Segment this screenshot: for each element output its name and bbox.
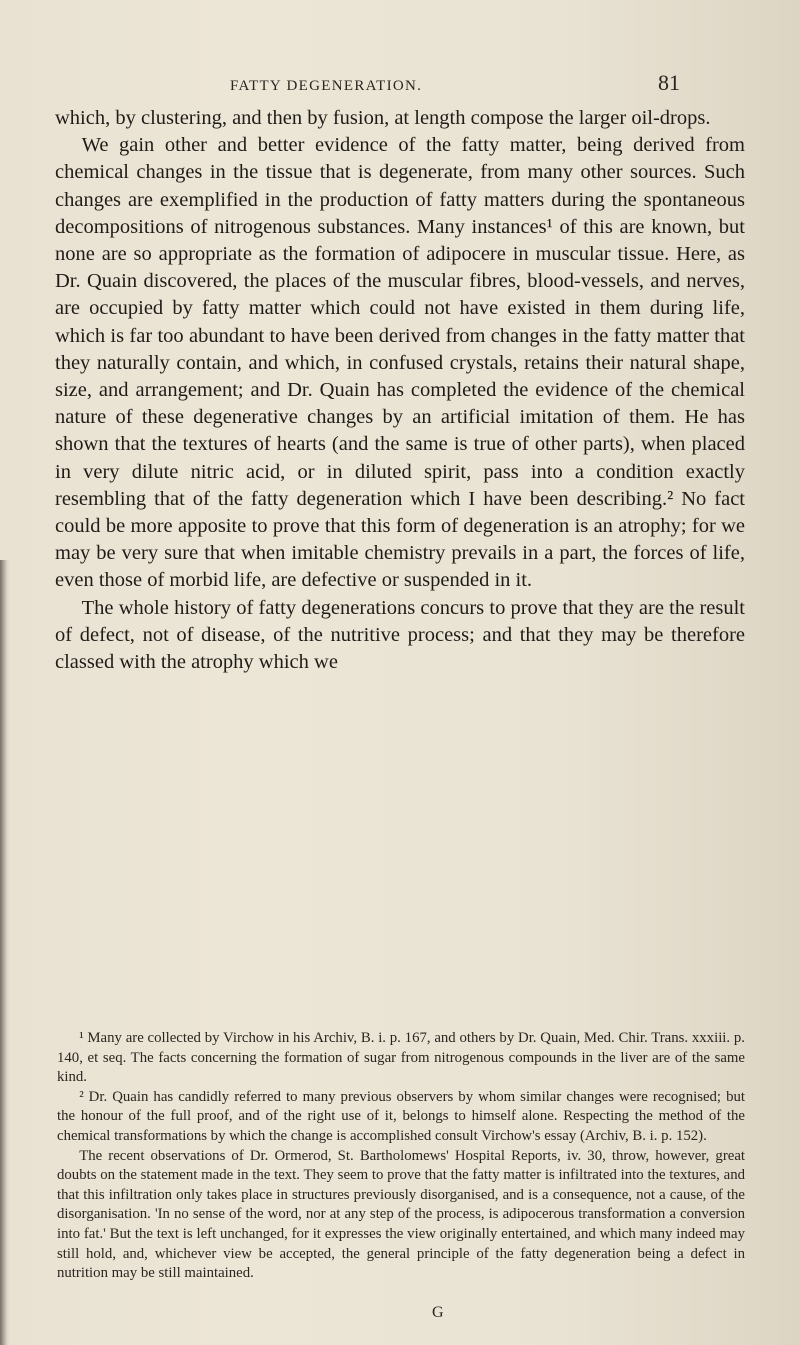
footnote-note: The recent observations of Dr. Ormerod, St. Bartholomews' Hospital Reports, iv. 30, throw, however, great doubts on the statement made in the text. They seem to prove that the fatty matter is infiltrated into the textures, and that this infiltration only takes place in structures previously disorganised, and is a consequence, not a cause, of the disorganisation. 'In no sense of the word, nor at any step of the process, is adipocerous transformation a conversion into fat.' But the text is left unchanged, for it expresses the view originally entertained, and which many indeed may still hold, and, whichever view be accepted, the general principle of the fatty degeneration being a defect in nutrition may be still maintained.: [57, 1147, 745, 1282]
paragraph-continuation: which, by clustering, and then by fusion, at length compose the larger oil-drops.: [55, 107, 711, 129]
footnote-2: ² Dr. Quain has candidly referred to many previous observers by whom similar changes were recognised; but the honour of the full proof, and of the right use of it, belongs to himself alone. Respecting the method of the chemical transformations by which the change is accomplished consult Virchow's essay (Archiv, B. i. p. 152).: [57, 1088, 745, 1144]
signature-mark: G: [432, 1304, 444, 1321]
page-number: 81: [658, 70, 680, 95]
page-header: [230, 70, 680, 100]
running-head: FATTY DEGENERATION.: [230, 78, 423, 94]
footnotes: [57, 1029, 745, 1284]
body-text: [55, 105, 745, 676]
footnote-1: ¹ Many are collected by Virchow in his Archiv, B. i. p. 167, and others by Dr. Quain, Med. Chir. Trans. xxxiii. p. 140, et seq. The facts concerning the formation of sugar from nitrogenous compounds in the liver are of the same kind.: [57, 1030, 745, 1086]
binding-shadow: [0, 560, 10, 1345]
paragraph-history: The whole history of fatty degenerations concurs to prove that they are the result of defect, not of disease, of the nutritive process; and that they may be therefore classed with the atrophy which we: [55, 596, 745, 674]
paragraph-evidence: We gain other and better evidence of the fatty matter, being derived from chemical changes in the tissue that is degenerate, from many other sources. Such changes are exemplified in the production of fatty matters during the spontaneous decompositions of nitrogenous substances. Many instances¹ of this are known, but none are so appropriate as the formation of adipocere in muscular tissue. Here, as Dr. Quain discovered, the places of the muscular fibres, blood-vessels, and nerves, are occupied by fatty matter which could not have existed in them during life, which is far too abundant to have been derived from changes in the fatty matter that they naturally contain, and which, in confused crystals, retains their natural shape, size, and arrangement; and Dr. Quain has completed the evidence of the chemical nature of these degenerative changes by an artificial imitation of them. He has shown that the textures of hearts (and the same is true of other parts), when placed in very dilute nitric acid, or in diluted spirit, pass into a condition exactly resembling that of the fatty degeneration which I have been describing.² No fact could be more apposite to prove that this form of degeneration is an atrophy; for we may be very sure that when imitable chemistry prevails in a part, the forces of life, even those of morbid life, are defective or suspended in it.: [55, 134, 745, 592]
